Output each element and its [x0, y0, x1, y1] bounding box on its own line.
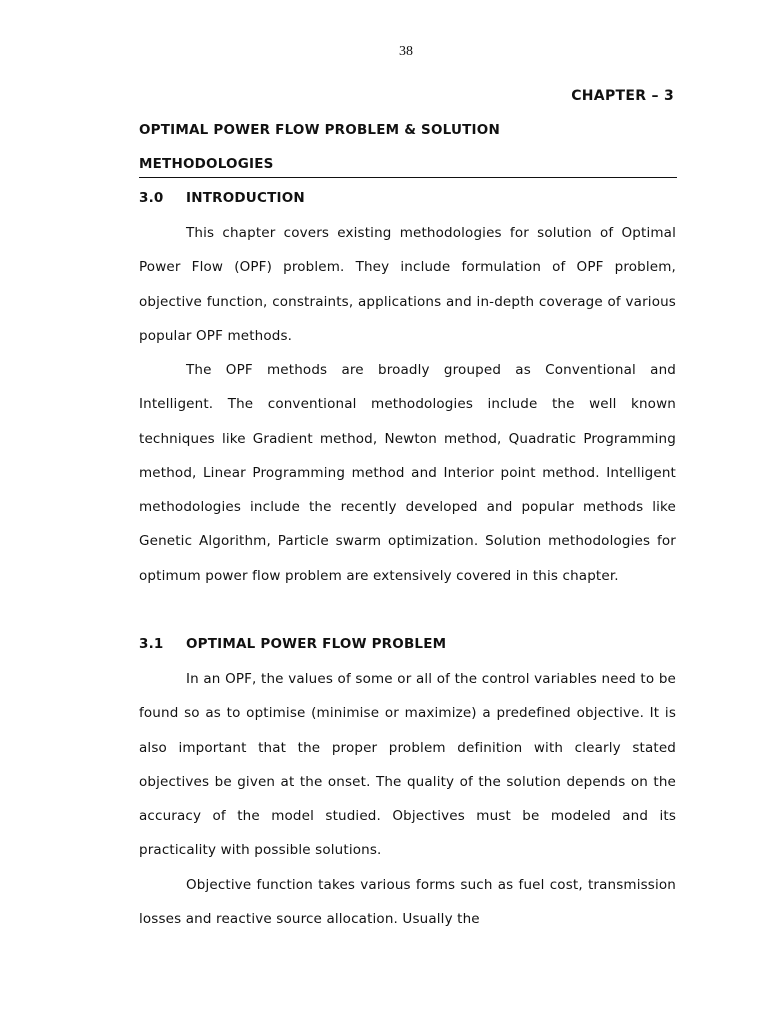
- paragraph-intro-1: This chapter covers existing methodologies for solution of Optimal Power Flow (OPF) problem. They include formulation of OPF problem, objective function, constraints, applications and in-depth coverage of various popular OPF methods.: [139, 225, 676, 344]
- section-heading-3-0: [139, 190, 305, 206]
- chapter-label: CHAPTER – 3: [571, 88, 674, 104]
- section-title: OPTIMAL POWER FLOW PROBLEM: [186, 636, 447, 652]
- section-title: INTRODUCTION: [186, 190, 305, 206]
- chapter-title-line-1: OPTIMAL POWER FLOW PROBLEM & SOLUTION: [139, 122, 500, 138]
- paragraph-intro-2: The OPF methods are broadly grouped as Conventional and Intelligent. The conventional methodologies include the well known techniques like Gradient method, Newton method, Quadratic Programming method, Linear Programming method and Interior point method. Intelligent methodologies include the recently developed and popular methods like Genetic Algorithm, Particle swarm optimization. Solution methodologies for optimum power flow problem are extensively covered in this chapter.: [139, 362, 676, 584]
- chapter-title-line-2: METHODOLOGIES: [139, 156, 274, 172]
- title-underline: [139, 177, 677, 178]
- paragraph-opf-2: Objective function takes various forms such as fuel cost, transmission losses and reactive source allocation. Usually the: [139, 877, 676, 928]
- page-number: 38: [399, 44, 413, 59]
- section-number: 3.1: [139, 636, 164, 652]
- section-number: 3.0: [139, 190, 164, 206]
- paragraph-opf-1: In an OPF, the values of some or all of the control variables need to be found so as to optimise (minimise or maximize) a predefined objective. It is also important that the proper problem definition with clearly stated objectives be given at the onset. The quality of the solution depends on the accuracy of the model studied. Objectives must be modeled and its practicality with possible solutions.: [139, 671, 676, 859]
- section-heading-3-1: [139, 636, 446, 652]
